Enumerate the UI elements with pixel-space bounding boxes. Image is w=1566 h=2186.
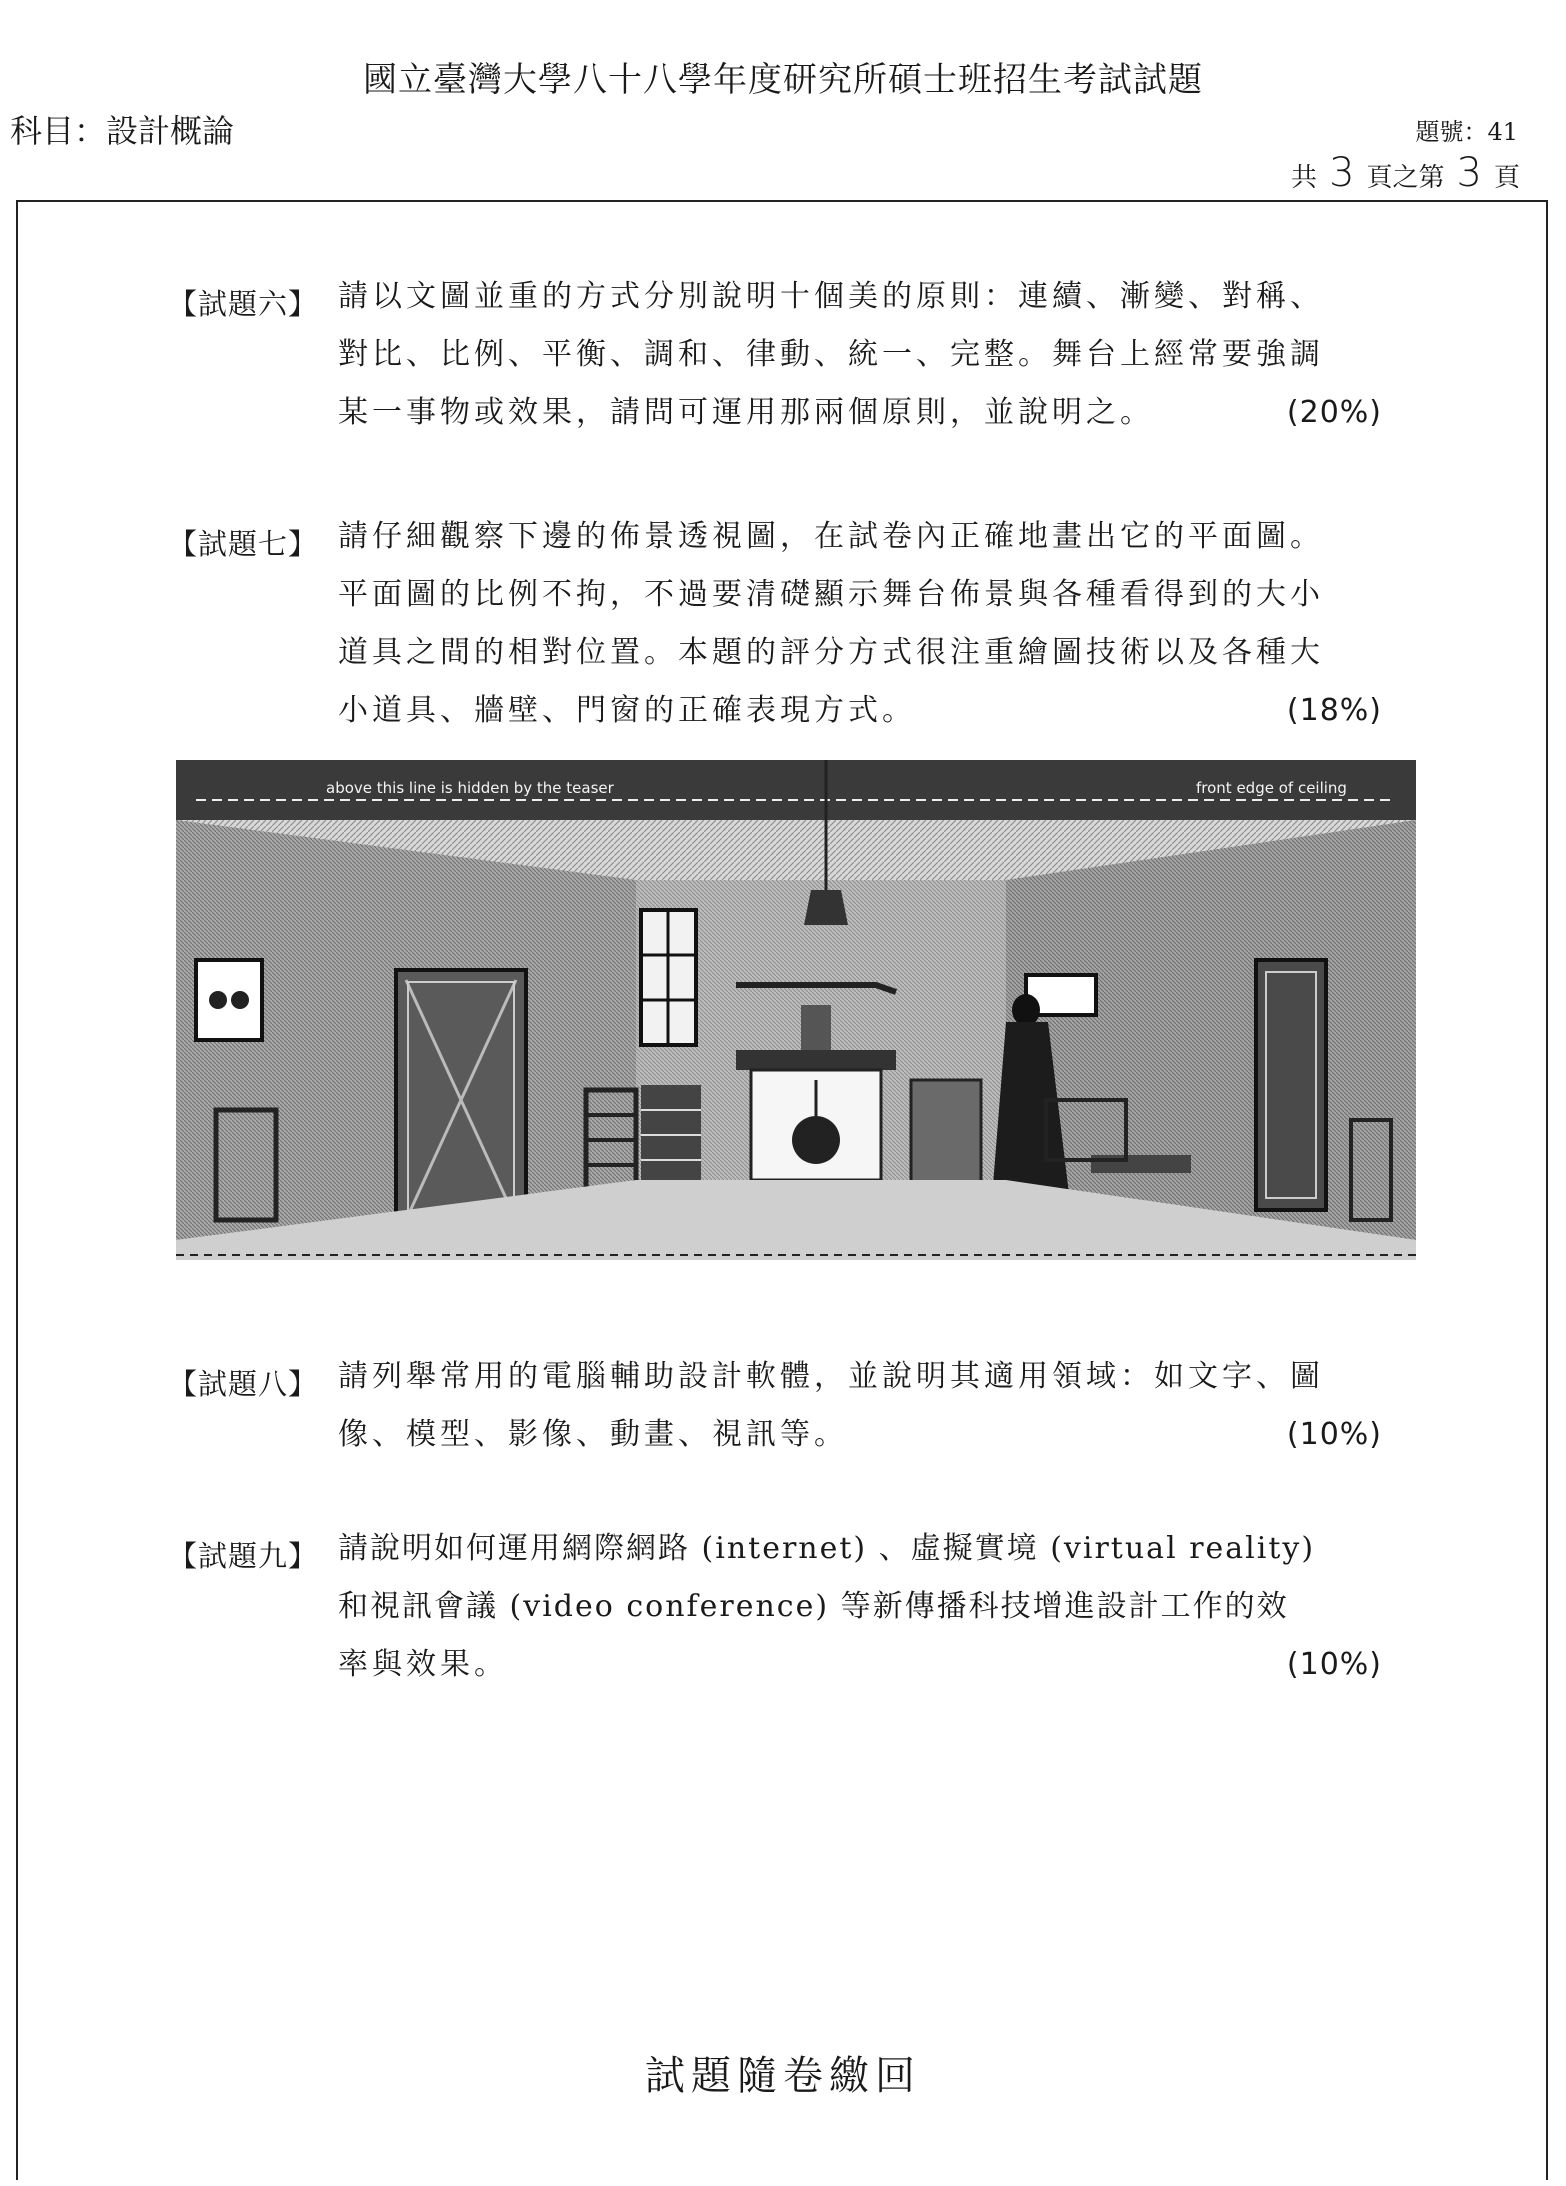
- annotation-right: front edge of ceiling: [1196, 779, 1347, 797]
- stage-set-drawing: [176, 760, 1416, 1260]
- question-line: 請仔細觀察下邊的佈景透視圖，在試卷內正確地畫出它的平面圖。: [338, 519, 1324, 554]
- question-number: 題號：41: [1415, 118, 1518, 146]
- question-label: 【試題七】: [168, 527, 319, 561]
- bench: [1091, 1155, 1191, 1173]
- cloaked-figure: [1012, 994, 1040, 1026]
- question-line: 請列舉常用的電腦輔助設計軟體，並說明其適用領域：如文字、圖: [338, 1359, 1324, 1394]
- pages-prefix: 共: [1291, 163, 1318, 193]
- subject-label: 科目：設計概論: [10, 112, 235, 150]
- mantel: [736, 1050, 896, 1070]
- question-label: 【試題九】: [168, 1539, 319, 1573]
- question-line: 請說明如何運用網際網路 (internet) 、虛擬實境 (virtual reality): [338, 1531, 1316, 1566]
- question-line: 請以文圖並重的方式分別說明十個美的原則：連續、漸變、對稱、: [338, 279, 1324, 314]
- pages-middle: 頁之第: [1366, 163, 1445, 193]
- question-line: 像、模型、影像、動畫、視訊等。 (10%): [338, 1406, 1418, 1464]
- question-line: 道具之間的相對位置。本題的評分方式很注重繪圖技術以及各種大: [338, 635, 1324, 670]
- question-line: 平面圖的比例不拘，不過要清礎顯示舞台佈景與各種看得到的大小: [338, 577, 1324, 612]
- hanging-lantern: [804, 890, 848, 925]
- picture-frame-left: [196, 960, 262, 1040]
- question-line: 對比、比例、平衡、調和、律動、統一、完整。舞台上經常要強調: [338, 337, 1324, 372]
- pages-suffix: 頁: [1493, 163, 1520, 193]
- page-indicator: [1291, 150, 1520, 196]
- score: (18%): [1286, 693, 1382, 728]
- mantel-clock: [801, 1005, 831, 1050]
- question-line: 和視訊會議 (video conference) 等新傳播科技增進設計工作的效: [338, 1589, 1289, 1624]
- bookshelf: [641, 1085, 701, 1180]
- pages-current: 3: [1456, 150, 1482, 196]
- kettle: [792, 1116, 840, 1164]
- question-label: 【試題八】: [168, 1367, 319, 1401]
- exam-title: 國立臺灣大學八十八學年度研究所碩士班招生考試試題: [363, 60, 1203, 100]
- question-label: 【試題六】: [168, 287, 319, 321]
- score: (10%): [1286, 1417, 1382, 1452]
- question-line: 某一事物或效果，請問可運用那兩個原則，並說明之。 (20%): [338, 384, 1418, 442]
- footer-note: 試題隨卷繳回: [645, 2053, 921, 2099]
- annotation-left: above this line is hidden by the teaser: [326, 779, 614, 797]
- question-line: 小道具、牆壁、門窗的正確表現方式。 (18%): [338, 682, 1418, 740]
- question-line: 率與效果。 (10%): [338, 1636, 1418, 1694]
- score: (20%): [1286, 395, 1382, 430]
- pages-total: 3: [1329, 150, 1355, 196]
- score: (10%): [1286, 1647, 1382, 1682]
